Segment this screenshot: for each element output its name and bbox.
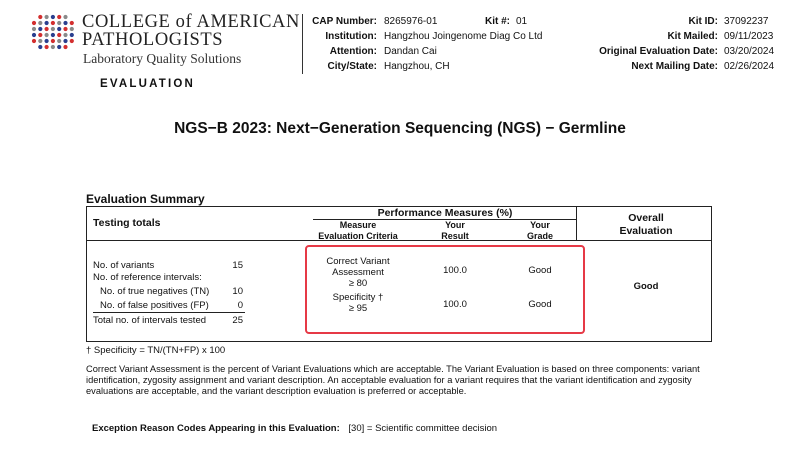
kit-mailed-label: Kit Mailed: (667, 31, 718, 42)
false-positives-value: 0 (237, 300, 243, 311)
grade-specificity: Good (528, 299, 552, 310)
result-correct-variant: 100.0 (443, 265, 467, 276)
specificity-footnote: † Specificity = TN/(TN+FP) x 100 (86, 345, 226, 356)
false-positives-label: No. of false positives (FP) (100, 300, 209, 311)
kit-number-label: Kit #: (485, 16, 510, 27)
next-mailing-date-label: Next Mailing Date: (631, 61, 718, 72)
cap-logo-dots-icon (30, 14, 76, 50)
overall-evaluation-header: Overall Evaluation (619, 212, 673, 237)
performance-measures-header: Performance Measures (%) (377, 207, 513, 219)
reference-intervals-label: No. of reference intervals: (93, 272, 202, 283)
highlight-box (305, 245, 585, 334)
kit-number-value: 01 (516, 16, 528, 27)
exception-codes (92, 423, 497, 434)
totals-underline (93, 312, 245, 313)
overall-evaluation-value: Good (633, 281, 659, 292)
kit-id-value: 37092237 (724, 16, 769, 27)
org-tagline: Laboratory Quality Solutions (83, 51, 242, 66)
institution-value: Hangzhou Joingenome Diag Co Ltd (384, 31, 543, 42)
attention-label: Attention: (329, 46, 377, 57)
measure-specificity: Specificity † ≥ 95 (332, 292, 384, 314)
original-evaluation-date-value: 03/20/2024 (724, 46, 775, 57)
next-mailing-date-value: 02/26/2024 (724, 61, 775, 72)
measure-header: Measure Evaluation Criteria (318, 220, 398, 241)
variants-label: No. of variants (93, 260, 155, 271)
page-title: NGS−B 2023: Next−Generation Sequencing (NGS) − Germline (174, 120, 626, 137)
summary-heading: Evaluation Summary (86, 192, 205, 206)
section-label: EVALUATION (100, 78, 196, 90)
kit-id-label: Kit ID: (688, 16, 718, 27)
result-specificity: 100.0 (443, 299, 467, 310)
kit-mailed-value: 09/11/2023 (724, 31, 774, 42)
org-name-line2: PATHOLOGISTS (82, 30, 224, 50)
total-intervals-label: Total no. of intervals tested (93, 315, 207, 326)
cap-number-value: 8265976-01 (384, 16, 438, 27)
your-result-header: Your Result (441, 220, 469, 241)
attention-value: Dandan Cai (384, 46, 437, 57)
true-negatives-label: No. of true negatives (TN) (100, 286, 210, 297)
exception-value: [30] = Scientific committee decision (348, 423, 498, 434)
variants-value: 15 (232, 260, 243, 271)
original-evaluation-date-label: Original Evaluation Date: (599, 46, 718, 57)
cap-number-label: CAP Number: (312, 16, 377, 27)
exception-label: Exception Reason Codes Appearing in this Evaluation: (92, 423, 340, 434)
measure-correct-variant: Correct Variant Assessment ≥ 80 (326, 256, 390, 289)
header-divider (302, 14, 303, 74)
city-state-value: Hangzhou, CH (384, 61, 450, 72)
your-grade-header: Your Grade (526, 220, 553, 241)
grade-correct-variant: Good (528, 265, 552, 276)
total-intervals-value: 25 (232, 315, 243, 326)
true-negatives-value: 10 (232, 286, 243, 297)
institution-label: Institution: (325, 31, 377, 42)
testing-totals-header: Testing totals (93, 217, 161, 229)
city-state-label: City/State: (327, 61, 377, 72)
explanation-paragraph: Correct Variant Assessment is the percent of Variant Evaluations which are acceptable. The Variant Evaluation is based on three components: variant identification, zygosity assignment and variant description. An acceptable evaluation for a variant requires that the variant identification and zygosity evaluations are acceptable, and the variant description evaluation is preferred or acceptable. (86, 364, 700, 396)
org-name-line1: COLLEGE of AMERICAN (82, 12, 300, 32)
